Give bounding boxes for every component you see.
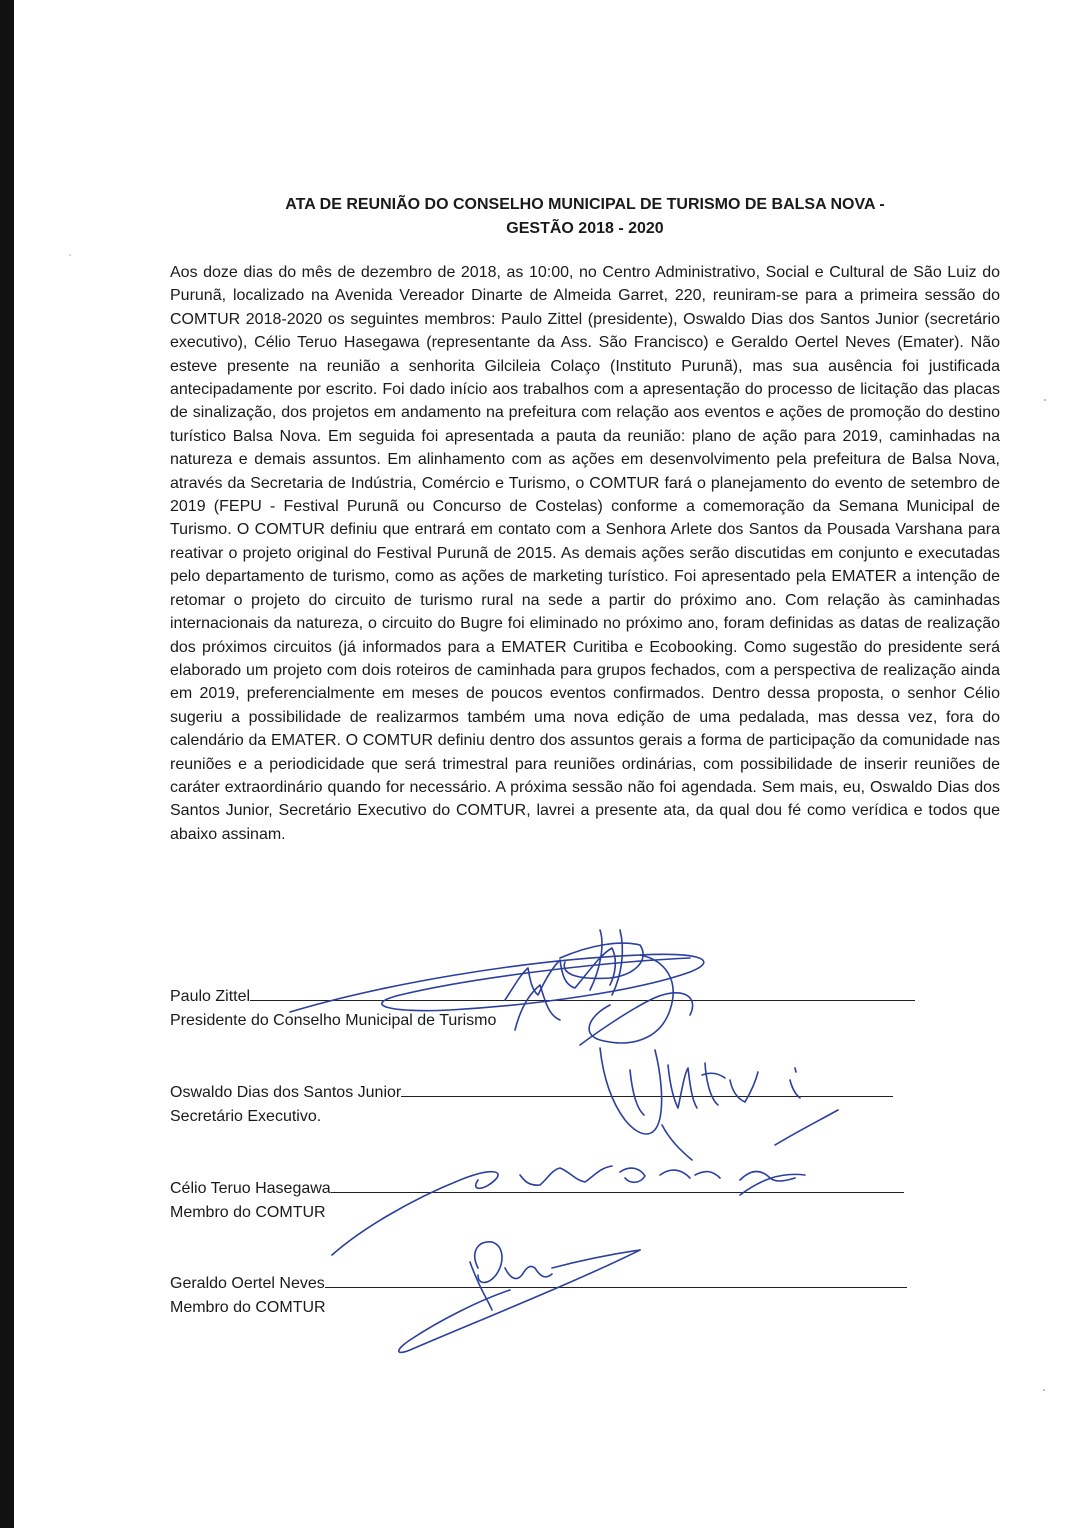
- signatory-role: Secretário Executivo.: [170, 1108, 322, 1125]
- signatory-name: Oswaldo Dias dos Santos Junior: [170, 1084, 402, 1101]
- signatory-role: Presidente do Conselho Municipal de Turismo: [170, 1012, 497, 1029]
- signatory-name: Paulo Zittel: [170, 988, 251, 1005]
- signatory-name: Célio Teruo Hasegawa: [170, 1180, 331, 1197]
- signatory-role: Membro do COMTUR: [170, 1204, 326, 1221]
- title-line-2: GESTÃO 2018 - 2020: [506, 220, 664, 237]
- signature-paulo-zittel: [290, 930, 704, 1045]
- minutes-body: Aos doze dias do mês de dezembro de 2018, as 10:00, no Centro Administrativo, Social e Cultural de São Luiz do Purunã, localizado na Avenida Vereador Dinarte de Almeida Garret, 220, reuniram-se para a primeira sessão do COMTUR 2018-2020 os seguintes membros: Paulo Zittel (presidente), Oswaldo Dias dos Santos Junior (secretário executivo), Célio Teruo Hasegawa (representante da Ass. São Francisco) e Geraldo Oertel Neves (Emater). Não esteve presente na reunião a senhorita Gilcileia Colaço (Instituto Purunã), mas sua ausência foi justificada antecipadamente por escrito. Foi dado início aos trabalhos com a apresentação do processo de licitação das placas de sinalização, dos projetos em andamento na prefeitura com relação aos eventos e ações de promoção do destino turístico Balsa Nova. Em seguida foi apresentada a pauta da reunião: plano de ação para 2019, caminhadas na natureza e demais assuntos. Em alinhamento com as ações em desenvolvimento pela prefeitura de Balsa Nova, através da Secretaria de Indústria, Comércio e Turismo, o COMTUR fará o planejamento do evento de setembro de 2019 (FEPU - Festival Purunã ou Concurso de Costelas) conforme a comemoração da Semana Municipal de Turismo. O COMTUR definiu que entrará em contato com a Senhora Arlete dos Santos da Pousada Varshana para reativar o projeto original do Festival Purunã de 2015. As demais ações serão discutidas em conjunto e executadas pelo departamento de turismo, como as ações de marketing turístico. Foi apresentado pela EMATER a intenção de retomar o projeto do circuito de turismo rural na sede a partir do próximo ano. Com relação às caminhadas internacionais da natureza, o circuito do Bugre foi eliminado no próximo ano, foram definidas as datas de realização dos próximos circuitos (já informados para a EMATER Curitiba e Ecobooking. Como sugestão do presidente será elaborado um projeto com dois roteiros de caminhada para grupos fechados, com a perspectiva de realização ainda em 2019, preferencialmente em meses de poucos eventos confirmados. Dentro dessa proposta, o senhor Célio sugeriu a possibilidade de realizarmos também uma nova edição de uma pedalada, mas dessa vez, fora do calendário da EMATER. O COMTUR definiu dentro dos assuntos gerais a forma de participação da comunidade nas reuniões e a periodicidade que será trimestral para reuniões ordinárias, com possibilidade de inserir reuniões de caráter extraordinário quando for necessário. A próxima sessão não foi agendada. Sem mais, eu, Oswaldo Dias dos Santos Junior, Secretário Executivo do COMTUR, lavrei a presente ata, da qual dou fé como verídica e todos que abaixo assinam.: [170, 264, 1000, 843]
- signature-oswaldo: [600, 1048, 838, 1160]
- signature-celio: [332, 1166, 805, 1255]
- signatory-role: Membro do COMTUR: [170, 1299, 326, 1316]
- signature-geraldo: [399, 1242, 640, 1353]
- signatory-name: Geraldo Oertel Neves: [170, 1275, 325, 1292]
- title-line-1: ATA DE REUNIÃO DO CONSELHO MUNICIPAL DE TURISMO DE BALSA NOVA -: [285, 196, 885, 213]
